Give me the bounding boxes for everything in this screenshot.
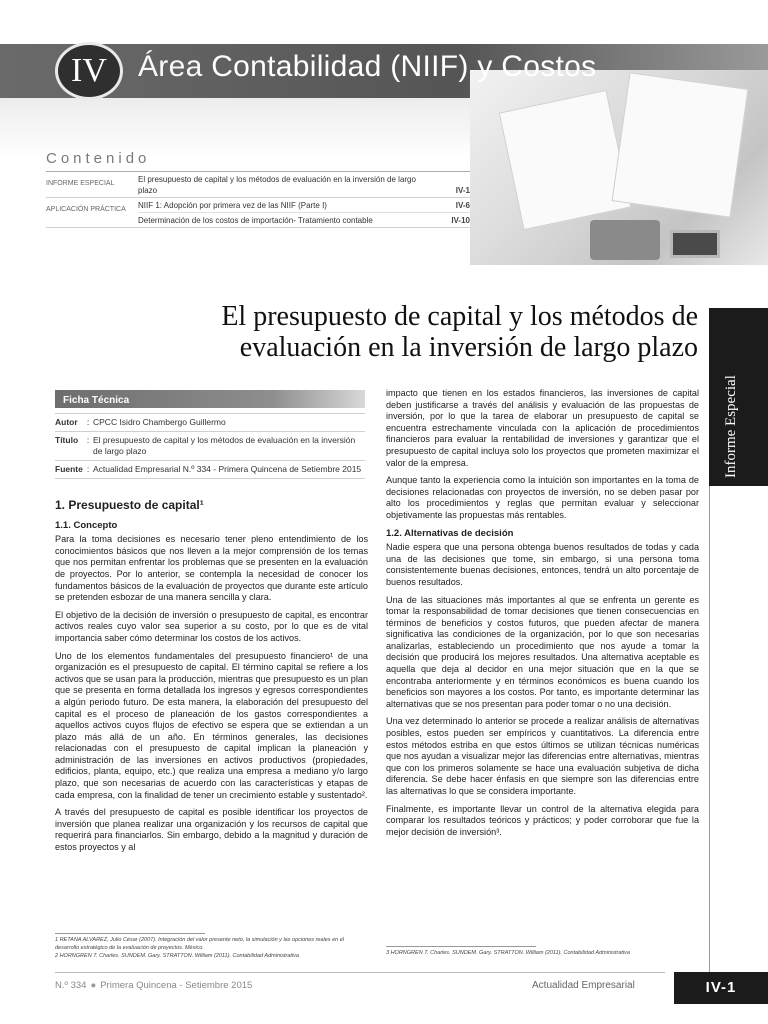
contents-item[interactable]	[138, 198, 470, 213]
article-title	[100, 301, 698, 363]
page-number: IV-1	[674, 972, 768, 1004]
body-column-right	[386, 388, 699, 844]
side-divider	[709, 486, 710, 972]
side-section-tab	[709, 308, 768, 486]
fact-sheet	[55, 413, 365, 479]
article-title-line: El presupuesto de capital y los métodos de	[221, 301, 698, 332]
side-section-label: Informe Especial	[723, 375, 739, 478]
fact-sheet-row: Título : El presupuesto de capital y los métodos de evaluación en la inversión de largo plazo	[55, 432, 365, 461]
paragraph: Uno de los elementos fundamentales del presupuesto financiero¹ de una organización es el presupuesto de capital. El término capital se refiere a los activos que se usan para la producción, mientras que presupuesto es un plan que se presenta en forma detallada los ingresos y egresos correspondientes a algún periodo futuro. De esta manera, la elaboración del presupuesto del capital es el proceso de planeación de los gastos correspondientes a aquellos activos cuyos flujos de efectivo se espera que se extiendan a un plazo más allá de un año. En términos generales, las decisiones relacionadas con el presupuesto de capital implican la planeación y administración de las inversiones en activos productivos (propiedades, edificios, planta, equipo, etc.) que realiza una empresa a mediano y/o largo plazo, que son necesarias de acuerdo con las características y etapas de cada empresa, con la finalidad de tener un crecimiento estable y sustentado².	[55, 650, 368, 800]
footer-divider	[55, 972, 665, 973]
header-photo	[470, 70, 768, 265]
paragraph: Aunque tanto la experiencia como la intuición son importantes en la toma de decisiones relacionadas con proyectos de inversión, no se deben pasar por alto los procedimientos y reglas que permitan evaluar y seleccionar objetivamente las propuestas más rentables.	[386, 475, 699, 520]
fact-sheet-key: Autor	[55, 417, 78, 427]
contents-item-page: IV-1	[455, 186, 470, 195]
contents-section	[46, 198, 470, 228]
contents-item-title: NIIF 1: Adopción por primera vez de las NIIF (Parte I)	[138, 201, 327, 210]
footnotes-left	[55, 936, 368, 960]
fact-sheet-row: Fuente : Actualidad Empresarial N.º 334 - Primera Quincena de Setiembre 2015	[55, 461, 365, 479]
contents-item-page: IV-6	[455, 201, 470, 210]
fact-sheet-value: CPCC Isidro Chambergo Guillermo	[93, 417, 226, 427]
contents-item-title: Determinación de los costos de importación- Tratamiento contable	[138, 216, 373, 225]
bullet-icon: ●	[90, 980, 97, 991]
contents-item[interactable]	[138, 172, 470, 197]
section-heading: 1. Presupuesto de capital¹	[55, 498, 204, 512]
contents-item-title: El presupuesto de capital y los métodos de evaluación en la inversión de largo plazo	[138, 175, 416, 195]
contents-item[interactable]	[138, 213, 470, 227]
fact-sheet-row: Autor : CPCC Isidro Chambergo Guillermo	[55, 413, 365, 432]
section-title-area: Área	[138, 50, 203, 83]
footnote: 2 HORNGREN T. Charles. SUNDEM. Gary. STRATTON. William (2011). Contabilidad Administrativa	[55, 953, 299, 959]
paragraph: A través del presupuesto de capital es posible identificar los proyectos de inversión que planea realizar una organización y los recursos de capital que requerirá para financiarlos. Sin embargo, debido a la magnitud y duración de estos proyectos y al	[55, 807, 368, 853]
contents-category: APLICACIÓN PRÁCTICA	[46, 206, 126, 213]
contents-category: INFORME ESPECIAL	[46, 180, 115, 187]
subsection-heading: 1.1. Concepto	[55, 519, 118, 531]
contents-table	[46, 171, 470, 228]
fact-sheet-value: Actualidad Empresarial N.º 334 - Primera Quincena de Setiembre 2015	[93, 464, 362, 474]
footnote: 3 HORNGREN T. Charles. SUNDEM. Gary. STRATTON. William (2011). Contabilidad Administrativa	[386, 950, 630, 956]
paragraph: Nadie espera que una persona obtenga buenos resultados de todas y cada una de las decisiones que tome, sin embargo, si una persona toma consistentemente buenas decisiones, entonces, tendrá un alto porcentaje de buenos resultados.	[386, 542, 699, 587]
contents-section	[46, 172, 470, 198]
contents-item-page: IV-10	[451, 216, 470, 225]
footer-issue-number: N.º 334	[55, 980, 87, 991]
section-title	[138, 50, 596, 84]
fact-sheet-value: El presupuesto de capital y los métodos de evaluación en la inversión de largo plazo	[93, 435, 356, 456]
fact-sheet-key: Fuente	[55, 464, 83, 474]
laptop-image	[670, 230, 720, 258]
footer-publication: Actualidad Empresarial	[532, 980, 635, 991]
section-title-name: Contabilidad (NIIF) y Costos	[211, 50, 597, 83]
paragraph: Para la toma decisiones es necesario tener pleno entendimiento de los conocimientos básicos que nos lleven a la mejor comprensión de los temas que nos permitan enfrentar los problemas que se presenten en la evaluación de proyectos. Por lo anterior, se contempla la necesidad de conocer los fundamentos básicos de la evaluación de proyectos que durante este artículo se pretenden esbozar de una manera sencilla y clara.	[55, 534, 368, 603]
paragraph: Una de las situaciones más importantes al que se enfrenta un gerente es tomar la responsabilidad de tomar decisiones que tienen consecuencias en términos de beneficios y costos futuros, que pueden afectar de manera significativa las condiciones de la organización, por lo que son necesarias analizarlas, estableciendo un procedimiento que nos ayude a tomar la decisión que producirá los mejores resultados. Una alternativa aceptable es aquella que deja al decidor en una mejor situación que en la que se encontraba anteriormente y en términos económicos es buena cuando los beneficios son mayores a los costos. Por tanto, es importante determinar las alternativas que se nos presentan para poder tomar o no una decisión.	[386, 594, 699, 709]
fact-sheet-heading: Ficha Técnica	[63, 395, 130, 406]
paragraph: Una vez determinado lo anterior se procede a realizar análisis de alternativas posibles, estos pueden ser empíricos y cuantitativos. La diferencia entre estos métodos estriba en que estos últimos se utilizan técnicas numéricas que nos ayudan a visualizar mejor las diferencias entre alternativas, mientras que con los primeros solamente se hace una evaluación subjetiva de dicha diferencia. Se debe hacer énfasis en que siempre son las diferencias entre las alternativas lo que se considera importante.	[386, 716, 699, 796]
paragraph: El objetivo de la decisión de inversión o presupuesto de capital, es encontrar activos reales cuyo valor sea superior a su costo, por lo que es de vital importancia saber cómo determinar los costos de los activos.	[55, 609, 368, 643]
footer-issue	[55, 980, 252, 991]
footnote-divider	[386, 946, 536, 947]
contents-heading: Contenido	[46, 150, 151, 167]
section-number-badge: IV	[55, 42, 123, 100]
subsection-heading: 1.2. Alternativas de decisión	[386, 527, 514, 539]
footnotes-right	[386, 949, 699, 957]
fact-sheet-header	[55, 390, 365, 408]
paragraph: Finalmente, es importante llevar un control de la alternativa elegida para comparar los resultados teóricos y prácticos; y poder corroborar que fue la mejor decisión de inversión³.	[386, 803, 699, 837]
fact-sheet-key: Título	[55, 435, 79, 445]
body-column-left	[55, 492, 368, 860]
article-title-line: evaluación en la inversión de largo plazo	[239, 332, 698, 363]
header-fade	[0, 98, 500, 158]
footnote-divider	[55, 933, 205, 934]
calculator-image	[590, 220, 660, 260]
paragraph: impacto que tienen en los estados financieros, las inversiones de capital deben justificarse a través del análisis y evaluación de las propuestas de inversión, por lo que la tarea de elaborar un presupuesto de capital se encuentra estrechamente vinculada con la aplicación de procedimientos financieros para evaluar la rentabilidad de inversiones y garantizar que el presupuesto de capital incluya solo los proyectos que prometen maximizar el valor de la empresa.	[386, 388, 699, 468]
footnote: 1 RETANA ALVAREZ, Julio César (2007). Integración del valor presente neto, la simulación y las opciones reales en el desarrollo estratégico de la evaluación de proyectos. México.	[55, 937, 344, 951]
footer-period: Primera Quincena - Setiembre 2015	[100, 980, 253, 991]
